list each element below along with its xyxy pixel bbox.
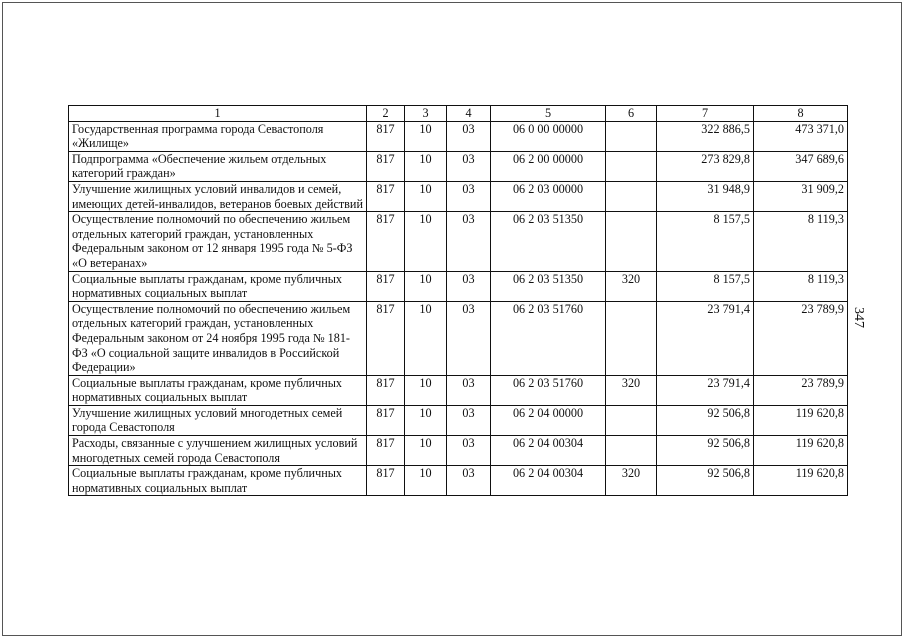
row-target-article-cell: 06 0 00 00000: [491, 121, 606, 151]
row-section-cell: 10: [405, 405, 447, 435]
header-cell: 4: [447, 106, 491, 122]
row-ved-cell: 817: [367, 436, 405, 466]
table-row: [69, 181, 848, 211]
row-name-cell: Социальные выплаты гражданам, кроме публичных нормативных социальных выплат: [69, 466, 367, 496]
row-sum-1-cell: 23 791,4: [657, 375, 754, 405]
row-sum-2-cell: 23 789,9: [754, 375, 848, 405]
row-section-cell: 10: [405, 151, 447, 181]
row-subsection-cell: 03: [447, 466, 491, 496]
header-cell: 8: [754, 106, 848, 122]
budget-table: [68, 105, 848, 496]
row-expense-type-cell: [606, 436, 657, 466]
row-sum-1-cell: 23 791,4: [657, 301, 754, 375]
row-subsection-cell: 03: [447, 405, 491, 435]
row-sum-1-cell: 322 886,5: [657, 121, 754, 151]
row-target-article-cell: 06 2 04 00000: [491, 405, 606, 435]
row-sum-2-cell: 119 620,8: [754, 466, 848, 496]
header-cell: 1: [69, 106, 367, 122]
row-expense-type-cell: [606, 151, 657, 181]
row-sum-2-cell: 23 789,9: [754, 301, 848, 375]
row-expense-type-cell: [606, 181, 657, 211]
row-ved-cell: 817: [367, 301, 405, 375]
row-sum-1-cell: 31 948,9: [657, 181, 754, 211]
page-number: 347: [851, 307, 866, 328]
row-target-article-cell: 06 2 00 00000: [491, 151, 606, 181]
row-section-cell: 10: [405, 375, 447, 405]
row-section-cell: 10: [405, 121, 447, 151]
table-row: [69, 405, 848, 435]
row-target-article-cell: 06 2 04 00304: [491, 466, 606, 496]
row-section-cell: 10: [405, 436, 447, 466]
row-subsection-cell: 03: [447, 375, 491, 405]
header-cell: 5: [491, 106, 606, 122]
row-subsection-cell: 03: [447, 271, 491, 301]
row-section-cell: 10: [405, 181, 447, 211]
table-row: [69, 466, 848, 496]
row-expense-type-cell: [606, 121, 657, 151]
table-body: [69, 121, 848, 496]
row-target-article-cell: 06 2 03 51760: [491, 375, 606, 405]
row-ved-cell: 817: [367, 181, 405, 211]
row-sum-1-cell: 92 506,8: [657, 466, 754, 496]
table-row: [69, 212, 848, 271]
row-subsection-cell: 03: [447, 151, 491, 181]
row-section-cell: 10: [405, 271, 447, 301]
row-ved-cell: 817: [367, 405, 405, 435]
header-cell: 3: [405, 106, 447, 122]
table-row: [69, 121, 848, 151]
row-sum-2-cell: 473 371,0: [754, 121, 848, 151]
row-name-cell: Осуществление полномочий по обеспечению жильем отдельных категорий граждан, установленных Федеральным законом от 12 января 1995 года № 5-ФЗ «О ветеранах»: [69, 212, 367, 271]
row-name-cell: Осуществление полномочий по обеспечению жильем отдельных категорий граждан, установленных Федеральным законом от 24 ноября 1995 года № 181-ФЗ «О социальной защите инвалидов в Российской Федерации»: [69, 301, 367, 375]
row-subsection-cell: 03: [447, 181, 491, 211]
table-row: [69, 436, 848, 466]
row-name-cell: Социальные выплаты гражданам, кроме публичных нормативных социальных выплат: [69, 375, 367, 405]
row-section-cell: 10: [405, 301, 447, 375]
row-target-article-cell: 06 2 04 00304: [491, 436, 606, 466]
row-name-cell: Социальные выплаты гражданам, кроме публичных нормативных социальных выплат: [69, 271, 367, 301]
row-expense-type-cell: 320: [606, 271, 657, 301]
row-ved-cell: 817: [367, 375, 405, 405]
row-target-article-cell: 06 2 03 51350: [491, 271, 606, 301]
table-row: [69, 271, 848, 301]
header-row: [69, 106, 848, 122]
row-subsection-cell: 03: [447, 301, 491, 375]
header-cell: 2: [367, 106, 405, 122]
row-expense-type-cell: [606, 301, 657, 375]
row-subsection-cell: 03: [447, 436, 491, 466]
table-row: [69, 375, 848, 405]
row-sum-2-cell: 347 689,6: [754, 151, 848, 181]
row-ved-cell: 817: [367, 121, 405, 151]
row-sum-1-cell: 92 506,8: [657, 405, 754, 435]
row-subsection-cell: 03: [447, 121, 491, 151]
table-row: [69, 151, 848, 181]
row-sum-2-cell: 8 119,3: [754, 271, 848, 301]
row-sum-1-cell: 8 157,5: [657, 212, 754, 271]
row-target-article-cell: 06 2 03 51350: [491, 212, 606, 271]
row-name-cell: Государственная программа города Севастополя «Жилище»: [69, 121, 367, 151]
row-ved-cell: 817: [367, 466, 405, 496]
row-ved-cell: 817: [367, 271, 405, 301]
row-target-article-cell: 06 2 03 51760: [491, 301, 606, 375]
row-sum-2-cell: 8 119,3: [754, 212, 848, 271]
row-ved-cell: 817: [367, 151, 405, 181]
row-sum-1-cell: 273 829,8: [657, 151, 754, 181]
row-sum-1-cell: 8 157,5: [657, 271, 754, 301]
row-expense-type-cell: [606, 212, 657, 271]
row-target-article-cell: 06 2 03 00000: [491, 181, 606, 211]
row-expense-type-cell: [606, 405, 657, 435]
row-section-cell: 10: [405, 466, 447, 496]
row-sum-2-cell: 119 620,8: [754, 405, 848, 435]
header-cell: 7: [657, 106, 754, 122]
row-name-cell: Улучшение жилищных условий инвалидов и семей, имеющих детей-инвалидов, ветеранов боевых действий: [69, 181, 367, 211]
row-subsection-cell: 03: [447, 212, 491, 271]
row-sum-1-cell: 92 506,8: [657, 436, 754, 466]
row-sum-2-cell: 31 909,2: [754, 181, 848, 211]
row-ved-cell: 817: [367, 212, 405, 271]
row-section-cell: 10: [405, 212, 447, 271]
table-row: [69, 301, 848, 375]
header-cell: 6: [606, 106, 657, 122]
row-name-cell: Улучшение жилищных условий многодетных семей города Севастополя: [69, 405, 367, 435]
row-name-cell: Расходы, связанные с улучшением жилищных условий многодетных семей города Севастополя: [69, 436, 367, 466]
row-expense-type-cell: 320: [606, 375, 657, 405]
row-sum-2-cell: 119 620,8: [754, 436, 848, 466]
row-name-cell: Подпрограмма «Обеспечение жильем отдельных категорий граждан»: [69, 151, 367, 181]
row-expense-type-cell: 320: [606, 466, 657, 496]
